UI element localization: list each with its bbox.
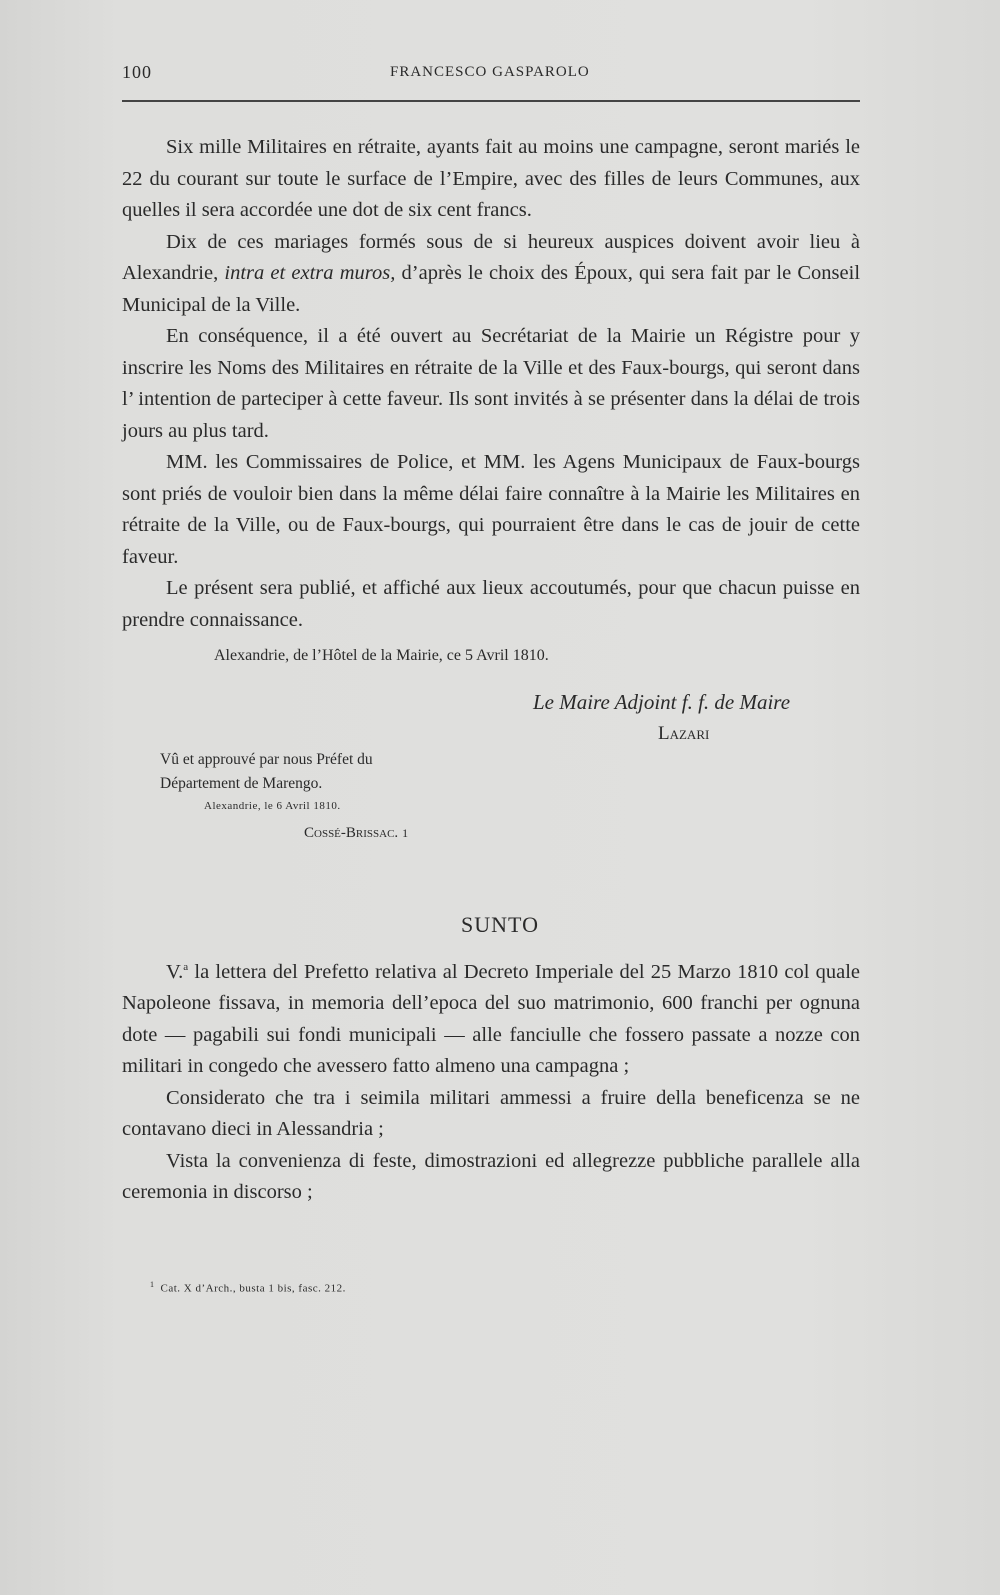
section-title: SUNTO <box>461 912 539 937</box>
paragraph: Vista la convenienza di feste, dimostrazioni ed allegrezze pubbliche parallele alla ceremonia in discorso ; <box>122 1149 860 1204</box>
approval-line: Département de Marengo. <box>160 775 323 792</box>
footnote-reference: 1 <box>402 826 409 840</box>
footnote-text: Cat. X d’Arch., busta 1 bis, fasc. 212. <box>160 1282 346 1295</box>
signature-title: Le Maire Adjoint f. f. de Maire <box>533 690 791 714</box>
paragraph: MM. les Commissaires de Police, et MM. les Agens Municipaux de Faux-bourgs sont priés de vouloir bien dans la même délai faire connaître à la Mairie les Militaires en rétraite de la Ville, ou de Faux-bourgs, qui pourraient être dans le cas de jouir de cette faveur. <box>122 451 860 568</box>
italian-summary-text <box>122 952 860 1209</box>
paragraph <box>122 227 860 322</box>
running-head: FRANCESCO GASPAROLO <box>390 64 590 80</box>
text-run: Dix de ces mariages formés sous de si heureux auspices doivent avoir lieu à Alexandrie, <box>122 230 860 284</box>
paragraph: En conséquence, il a été ouvert au Secrétariat de la Mairie un Régistre pour y inscrire les Noms des Militaires en rétraite de la Ville et des Faux-bourgs, qui seront dans l’ intention de parteciper à cette faveur. Ils sont invités à se présenter dans la délai de trois jours au plus tard. <box>122 325 860 442</box>
paragraph: Considerato che tra i seimila militari ammessi a fruire della beneficenza se ne contavano dieci in Alessandria ; <box>122 1086 860 1141</box>
approval-date: Alexandrie, le 6 Avril 1810. <box>204 800 341 812</box>
header-rule <box>122 100 860 102</box>
signature-name: Lazari <box>658 723 710 744</box>
paragraph: Le présent sera publié, et affiché aux lieux accoutumés, pour que chacun puisse en prendre connaissance. <box>122 577 860 631</box>
latin-phrase: intra et extra muros, <box>224 262 396 284</box>
text-run: V. <box>166 960 184 983</box>
paragraph: Six mille Militaires en rétraite, ayants fait au moins une campagne, seront mariés le 22 du courant sur toute le surface de l’Empire, avec des filles de leurs Communes, aux quelles il sera accordée une dot de six cent francs. <box>122 136 860 221</box>
paragraph <box>122 952 860 1083</box>
approval-line: Vû et approuvé par nous Préfet du <box>160 751 373 768</box>
footnote <box>150 1280 346 1295</box>
dateline: Alexandrie, de l’Hôtel de la Mairie, ce 5 Avril 1810. <box>214 647 549 664</box>
signer-name: Cossé-Brissac. <box>304 825 399 841</box>
approval-signer <box>304 825 408 842</box>
text-run: d’après le choix des Époux, qui sera fait par le Conseil Municipal de la Ville. <box>122 262 861 316</box>
prefect-approval <box>160 748 460 796</box>
french-decree-text <box>122 132 860 636</box>
footnote-mark: 1 <box>150 1280 155 1289</box>
ordinal-superscript: a <box>183 961 189 973</box>
text-run: la lettera del Prefetto relativa al Decreto Imperiale del 25 Marzo 1810 col quale Napoleone fissava, in memoria dell’epoca del suo matrimonio, 600 franchi per ognuna dote — pagabili sui fondi municipali — alle fanciulle che fossero passate a nozze con militari in congedo che avessero fatto almeno una campagna ; <box>122 960 861 1078</box>
page-number: 100 <box>122 62 152 82</box>
